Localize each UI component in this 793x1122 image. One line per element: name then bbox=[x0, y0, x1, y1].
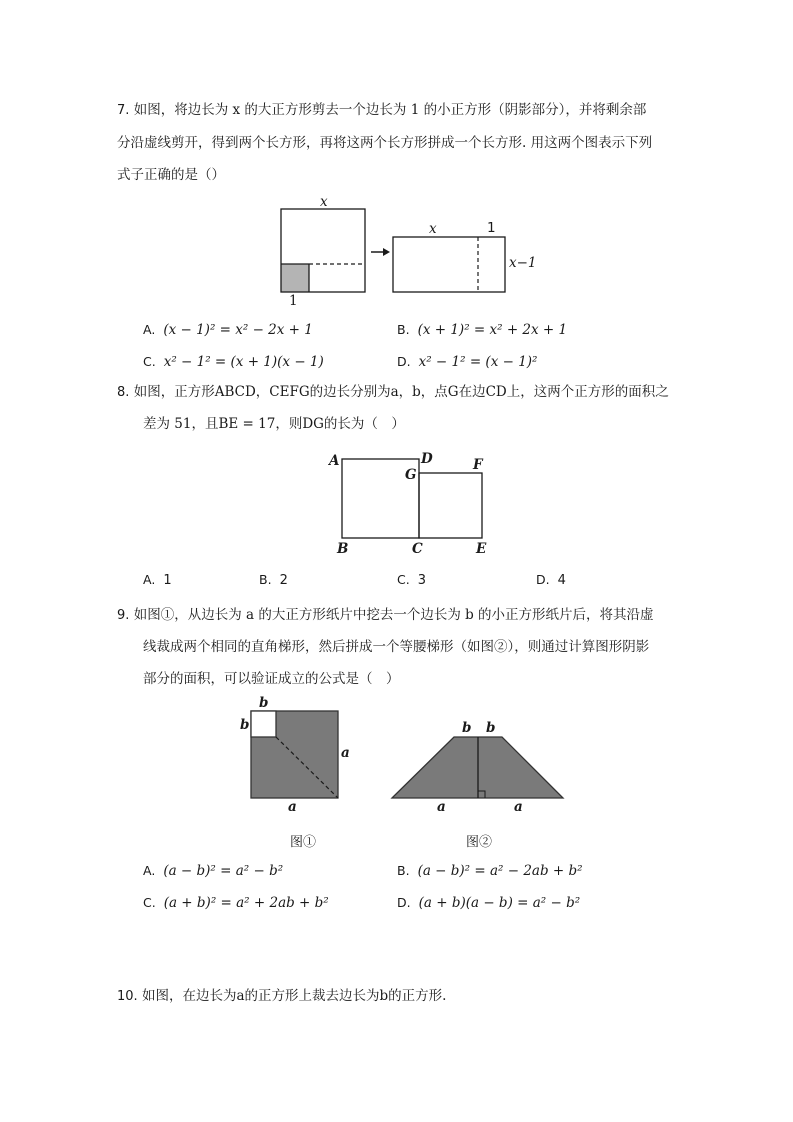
q7-line-3: 式子正确的是（） bbox=[117, 167, 225, 183]
q7-result-rect bbox=[393, 237, 505, 292]
q8-option-b[interactable]: B. 2 bbox=[259, 572, 288, 588]
q7-label-1-rect: 1 bbox=[487, 220, 496, 236]
q7-option-b[interactable]: B. (x + 1)² = x² + 2x + 1 bbox=[397, 322, 568, 338]
q9-line-1 bbox=[117, 606, 654, 625]
q8-line-1 bbox=[117, 383, 669, 402]
question-10 bbox=[117, 987, 446, 1006]
q9-option-d[interactable]: D. (a + b)(a − b) = a² − b² bbox=[397, 895, 581, 911]
arrow-icon bbox=[371, 248, 390, 256]
q9-line-3: 部分的面积，可以验证成立的公式是（ ） bbox=[143, 671, 400, 687]
q7-label-x-rect: x bbox=[429, 221, 437, 237]
q7-shaded-square bbox=[281, 264, 309, 292]
q8-label-b: B bbox=[337, 541, 349, 557]
q9-option-a[interactable]: A. (a − b)² = a² − b² bbox=[143, 863, 284, 879]
q9-line-2: 线裁成两个相同的直角梯形，然后拼成一个等腰梯形（如图②），则通过计算图形阴影 bbox=[143, 639, 650, 655]
q9-label-a-bottom: a bbox=[288, 799, 297, 815]
q9-option-b[interactable]: B. (a − b)² = a² − 2ab + b² bbox=[397, 863, 583, 879]
q9-label-b-left: b bbox=[240, 717, 250, 733]
q8-option-c[interactable]: C. 3 bbox=[397, 572, 426, 588]
q9-text-1: 如图①，从边长为 a 的大正方形纸片中挖去一个边长为 b 的小正方形纸片后，将其沿虚 bbox=[133, 607, 654, 623]
q7-option-d[interactable]: D. x² − 1² = (x − 1)² bbox=[397, 354, 538, 370]
q9-caption-2: 图② bbox=[466, 835, 493, 850]
q7-line-2: 分沿虚线剪开，得到两个长方形，再将这两个长方形拼成一个长方形. 用这两个图表示下列 bbox=[117, 135, 653, 151]
q8-label-d: D bbox=[421, 451, 433, 467]
q9-trap-label-a2: a bbox=[514, 799, 523, 815]
q10-number: 10. bbox=[117, 989, 138, 1004]
q9-figure-2 bbox=[392, 737, 563, 798]
q8-label-g: G bbox=[405, 467, 417, 483]
q9-trap-label-b2: b bbox=[486, 720, 496, 736]
q9-removed-square bbox=[251, 711, 276, 737]
square-cefg bbox=[419, 473, 482, 538]
q9-option-c[interactable]: C. (a + b)² = a² + 2ab + b² bbox=[143, 895, 329, 911]
q8-text-1: 如图，正方形ABCD，CEFG的边长分别为a，b，点G在边CD上，这两个正方形的面积之 bbox=[133, 384, 669, 400]
q7-label-x-top: x bbox=[320, 194, 328, 210]
q8-label-a: A bbox=[329, 453, 340, 469]
q7-label-1-bottom: 1 bbox=[289, 293, 298, 309]
q7-text-1: 如图，将边长为 x 的大正方形剪去一个边长为 1 的小正方形（阴影部分），并将剩余部 bbox=[133, 102, 647, 118]
q9-figure-1 bbox=[251, 711, 338, 798]
q9-trap-label-b1: b bbox=[462, 720, 472, 736]
q8-number: 8. bbox=[117, 385, 130, 400]
q7-figure bbox=[281, 209, 505, 292]
q8-option-a[interactable]: A. 1 bbox=[143, 572, 172, 588]
q8-label-f: F bbox=[473, 457, 483, 473]
q7-option-a[interactable]: A. (x − 1)² = x² − 2x + 1 bbox=[143, 322, 313, 338]
q9-caption-1: 图① bbox=[290, 835, 317, 850]
q7-number: 7. bbox=[117, 103, 130, 118]
q7-label-side: x−1 bbox=[509, 255, 537, 271]
q9-label-a-right: a bbox=[341, 745, 350, 761]
q8-option-d[interactable]: D. 4 bbox=[536, 572, 566, 588]
q9-label-b-top: b bbox=[259, 695, 269, 711]
q8-label-c: C bbox=[412, 541, 423, 557]
q9-trap-label-a1: a bbox=[437, 799, 446, 815]
q8-label-e: E bbox=[476, 541, 487, 557]
q10-text-1: 如图，在边长为a的正方形上裁去边长为b的正方形. bbox=[141, 988, 447, 1004]
q7-option-c[interactable]: C. x² − 1² = (x + 1)(x − 1) bbox=[143, 354, 324, 370]
q8-line-2: 差为 51，且BE = 17，则DG的长为（ ） bbox=[143, 416, 405, 432]
q9-number: 9. bbox=[117, 608, 130, 623]
